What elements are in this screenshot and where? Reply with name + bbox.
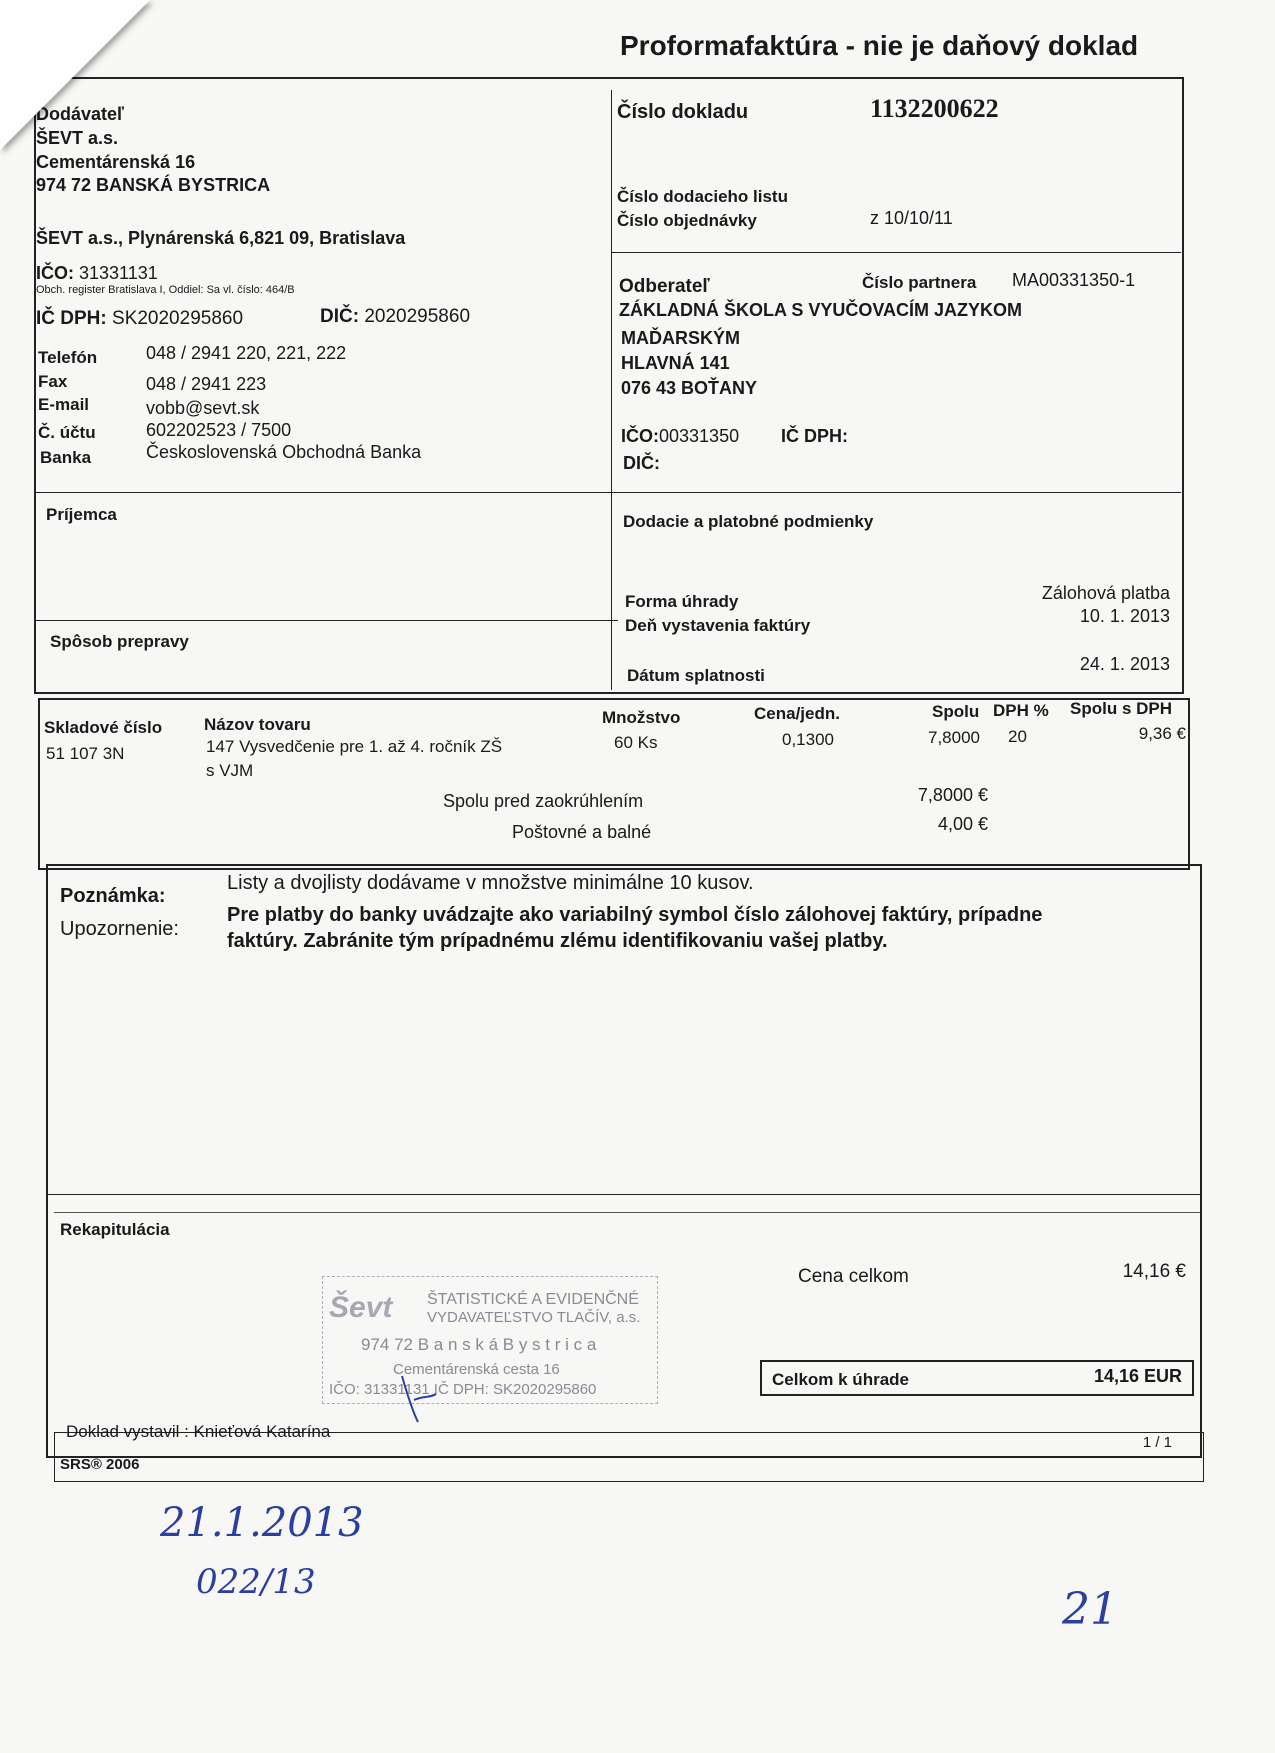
stamp-line4: Cementárenská cesta 16: [393, 1361, 560, 1378]
postage-value: 4,00 €: [937, 814, 988, 834]
row-qty: 60 Ks: [614, 733, 658, 752]
supplier-register: Obch. register Bratislava I, Oddiel: Sa vl. číslo: 464/B: [36, 284, 295, 296]
customer-ico: 00331350: [659, 426, 740, 446]
supplier-icdph-label: IČ DPH:: [36, 308, 107, 329]
customer-street: HLAVNÁ 141: [621, 353, 730, 373]
row-name-line2: s VJM: [206, 761, 254, 780]
stamp-line5: IČO: 31331131 IČ DPH: SK2020295860: [329, 1381, 597, 1398]
customer-heading: Odberateľ: [619, 276, 710, 297]
amount-due-value: 14,16 EUR: [1093, 1366, 1182, 1386]
supplier-dic-line: [320, 306, 470, 328]
due-date-value: 24. 1. 2013: [1079, 654, 1170, 674]
handwritten-ref: 022/13: [196, 1562, 316, 1602]
customer-name-line2: MAĎARSKÝM: [621, 328, 740, 348]
recap-heading: Rekapitulácia: [60, 1220, 170, 1239]
issued-by: Doklad vystavil : Knieťová Katarína: [66, 1422, 331, 1441]
row-total-vat: 9,36 €: [1138, 724, 1186, 743]
supplier-branch: ŠEVT a.s., Plynárenská 6,821 09, Bratislava: [36, 228, 406, 248]
supplier-street: Cementárenská 16: [36, 152, 196, 172]
supplier-dic-label: DIČ:: [320, 306, 360, 327]
supplier-dic: 2020295860: [364, 306, 471, 327]
supplier-account: 602202523 / 7500: [146, 420, 292, 440]
col-qty: Množstvo: [602, 708, 681, 727]
supplier-icdph: SK2020295860: [112, 308, 244, 329]
handwritten-mark: 21: [1062, 1584, 1118, 1635]
order-value: z 10/10/11: [870, 208, 953, 228]
warning-label: Upozornenie:: [60, 918, 179, 940]
terms-heading: Dodacie a platobné podmienky: [623, 512, 874, 531]
order-label: Číslo objednávky: [617, 211, 757, 230]
subtotal-value: 7,8000 €: [917, 785, 988, 805]
customer-ico-label: IČO:: [621, 426, 659, 446]
partner-number: MA00331350-1: [1012, 270, 1136, 290]
amount-due-label: Celkom k úhrade: [772, 1370, 909, 1389]
customer-name-line1: ZÁKLADNÁ ŠKOLA S VYUČOVACÍM JAZYKOM: [619, 300, 1023, 320]
delivery-note-label: Číslo dodacieho listu: [617, 187, 788, 206]
supplier-name: ŠEVT a.s.: [36, 128, 119, 148]
stamp-line1: ŠTATISTICKÉ A EVIDENČNÉ: [427, 1291, 639, 1308]
col-sku: Skladové číslo: [44, 718, 163, 737]
note-text: Listy a dvojlisty dodávame v množstve minimálne 10 kusov.: [227, 872, 754, 894]
supplier-account-label: Č. účtu: [38, 423, 96, 442]
col-name: Názov tovaru: [204, 715, 311, 734]
supplier-icdph-line: [36, 308, 243, 330]
payment-form-label: Forma úhrady: [625, 592, 739, 611]
due-date-label: Dátum splatnosti: [627, 666, 765, 685]
document-number-label: Číslo dokladu: [617, 101, 749, 123]
row-sku: 51 107 3N: [46, 744, 125, 763]
stamp-line2: VYDAVATEĽSTVO TLAČÍV, a.s.: [427, 1309, 641, 1326]
customer-icdph-label: IČ DPH:: [781, 426, 848, 446]
issue-date-value: 10. 1. 2013: [1079, 606, 1170, 626]
signature: [392, 1370, 442, 1426]
subtotal-label: Spolu pred zaokrúhlením: [443, 791, 644, 811]
warning-line2: faktúry. Zabránite tým prípadnému zlému identifikovaniu vašej platby.: [227, 930, 888, 952]
transport-label: Spôsob prepravy: [50, 632, 189, 651]
amount-due-box: [760, 1360, 1194, 1396]
page-number: 1 / 1: [1142, 1434, 1172, 1451]
supplier-phone-label: Telefón: [38, 348, 98, 367]
folded-corner: [0, 0, 150, 150]
handwritten-date: 21.1.2013: [160, 1500, 364, 1546]
supplier-ico: 31331131: [79, 263, 158, 283]
recap-total-value: 14,16 €: [1122, 1261, 1186, 1282]
row-total: 7,8000: [928, 728, 980, 747]
supplier-fax: 048 / 2941 223: [146, 374, 267, 394]
supplier-phone: 048 / 2941 220, 221, 222: [146, 343, 347, 363]
software-label: SRS® 2006: [60, 1456, 140, 1473]
supplier-ico-label: IČO:: [36, 263, 74, 283]
col-vat: DPH %: [993, 701, 1049, 720]
supplier-fax-label: Fax: [38, 372, 68, 391]
payment-form-value: Zálohová platba: [1041, 583, 1170, 603]
row-name-line1: 147 Vysvedčenie pre 1. až 4. ročník ZŠ: [206, 737, 503, 756]
supplier-ico-line: [36, 263, 158, 284]
customer-city: 076 43 BOŤANY: [621, 378, 758, 398]
document-number: 1132200622: [870, 94, 999, 123]
supplier-email-label: E-mail: [38, 395, 90, 414]
warning-line1: Pre platby do banky uvádzajte ako variabilný symbol číslo zálohovej faktúry, prípadne: [227, 904, 1043, 926]
company-stamp: [322, 1276, 658, 1404]
supplier-email: vobb@sevt.sk: [146, 398, 260, 418]
page-title: Proformafaktúra - nie je daňový doklad: [620, 30, 1139, 61]
col-total-vat: Spolu s DPH: [1070, 699, 1173, 718]
supplier-heading: Dodávateľ: [36, 104, 124, 124]
customer-dic-label: DIČ:: [623, 453, 660, 473]
col-unit-price: Cena/jedn.: [754, 704, 840, 723]
customer-ico-line: [621, 426, 739, 447]
supplier-bank-label: Banka: [40, 448, 92, 467]
stamp-line3: 974 72 B a n s k á B y s t r i c a: [361, 1335, 597, 1354]
partner-label: Číslo partnera: [862, 273, 977, 292]
stamp-logo: Ševt: [329, 1291, 393, 1324]
col-total: Spolu: [932, 702, 980, 721]
recipient-label: Príjemca: [46, 505, 117, 524]
postage-label: Poštovné a balné: [512, 822, 652, 842]
recap-total-label: Cena celkom: [798, 1266, 909, 1287]
row-unit-price: 0,1300: [782, 730, 834, 749]
note-label: Poznámka:: [60, 885, 166, 907]
row-vat: 20: [1008, 727, 1027, 746]
supplier-city: 974 72 BANSKÁ BYSTRICA: [36, 175, 271, 195]
issue-date-label: Deň vystavenia faktúry: [625, 616, 811, 635]
supplier-bank: Československá Obchodná Banka: [146, 442, 422, 462]
